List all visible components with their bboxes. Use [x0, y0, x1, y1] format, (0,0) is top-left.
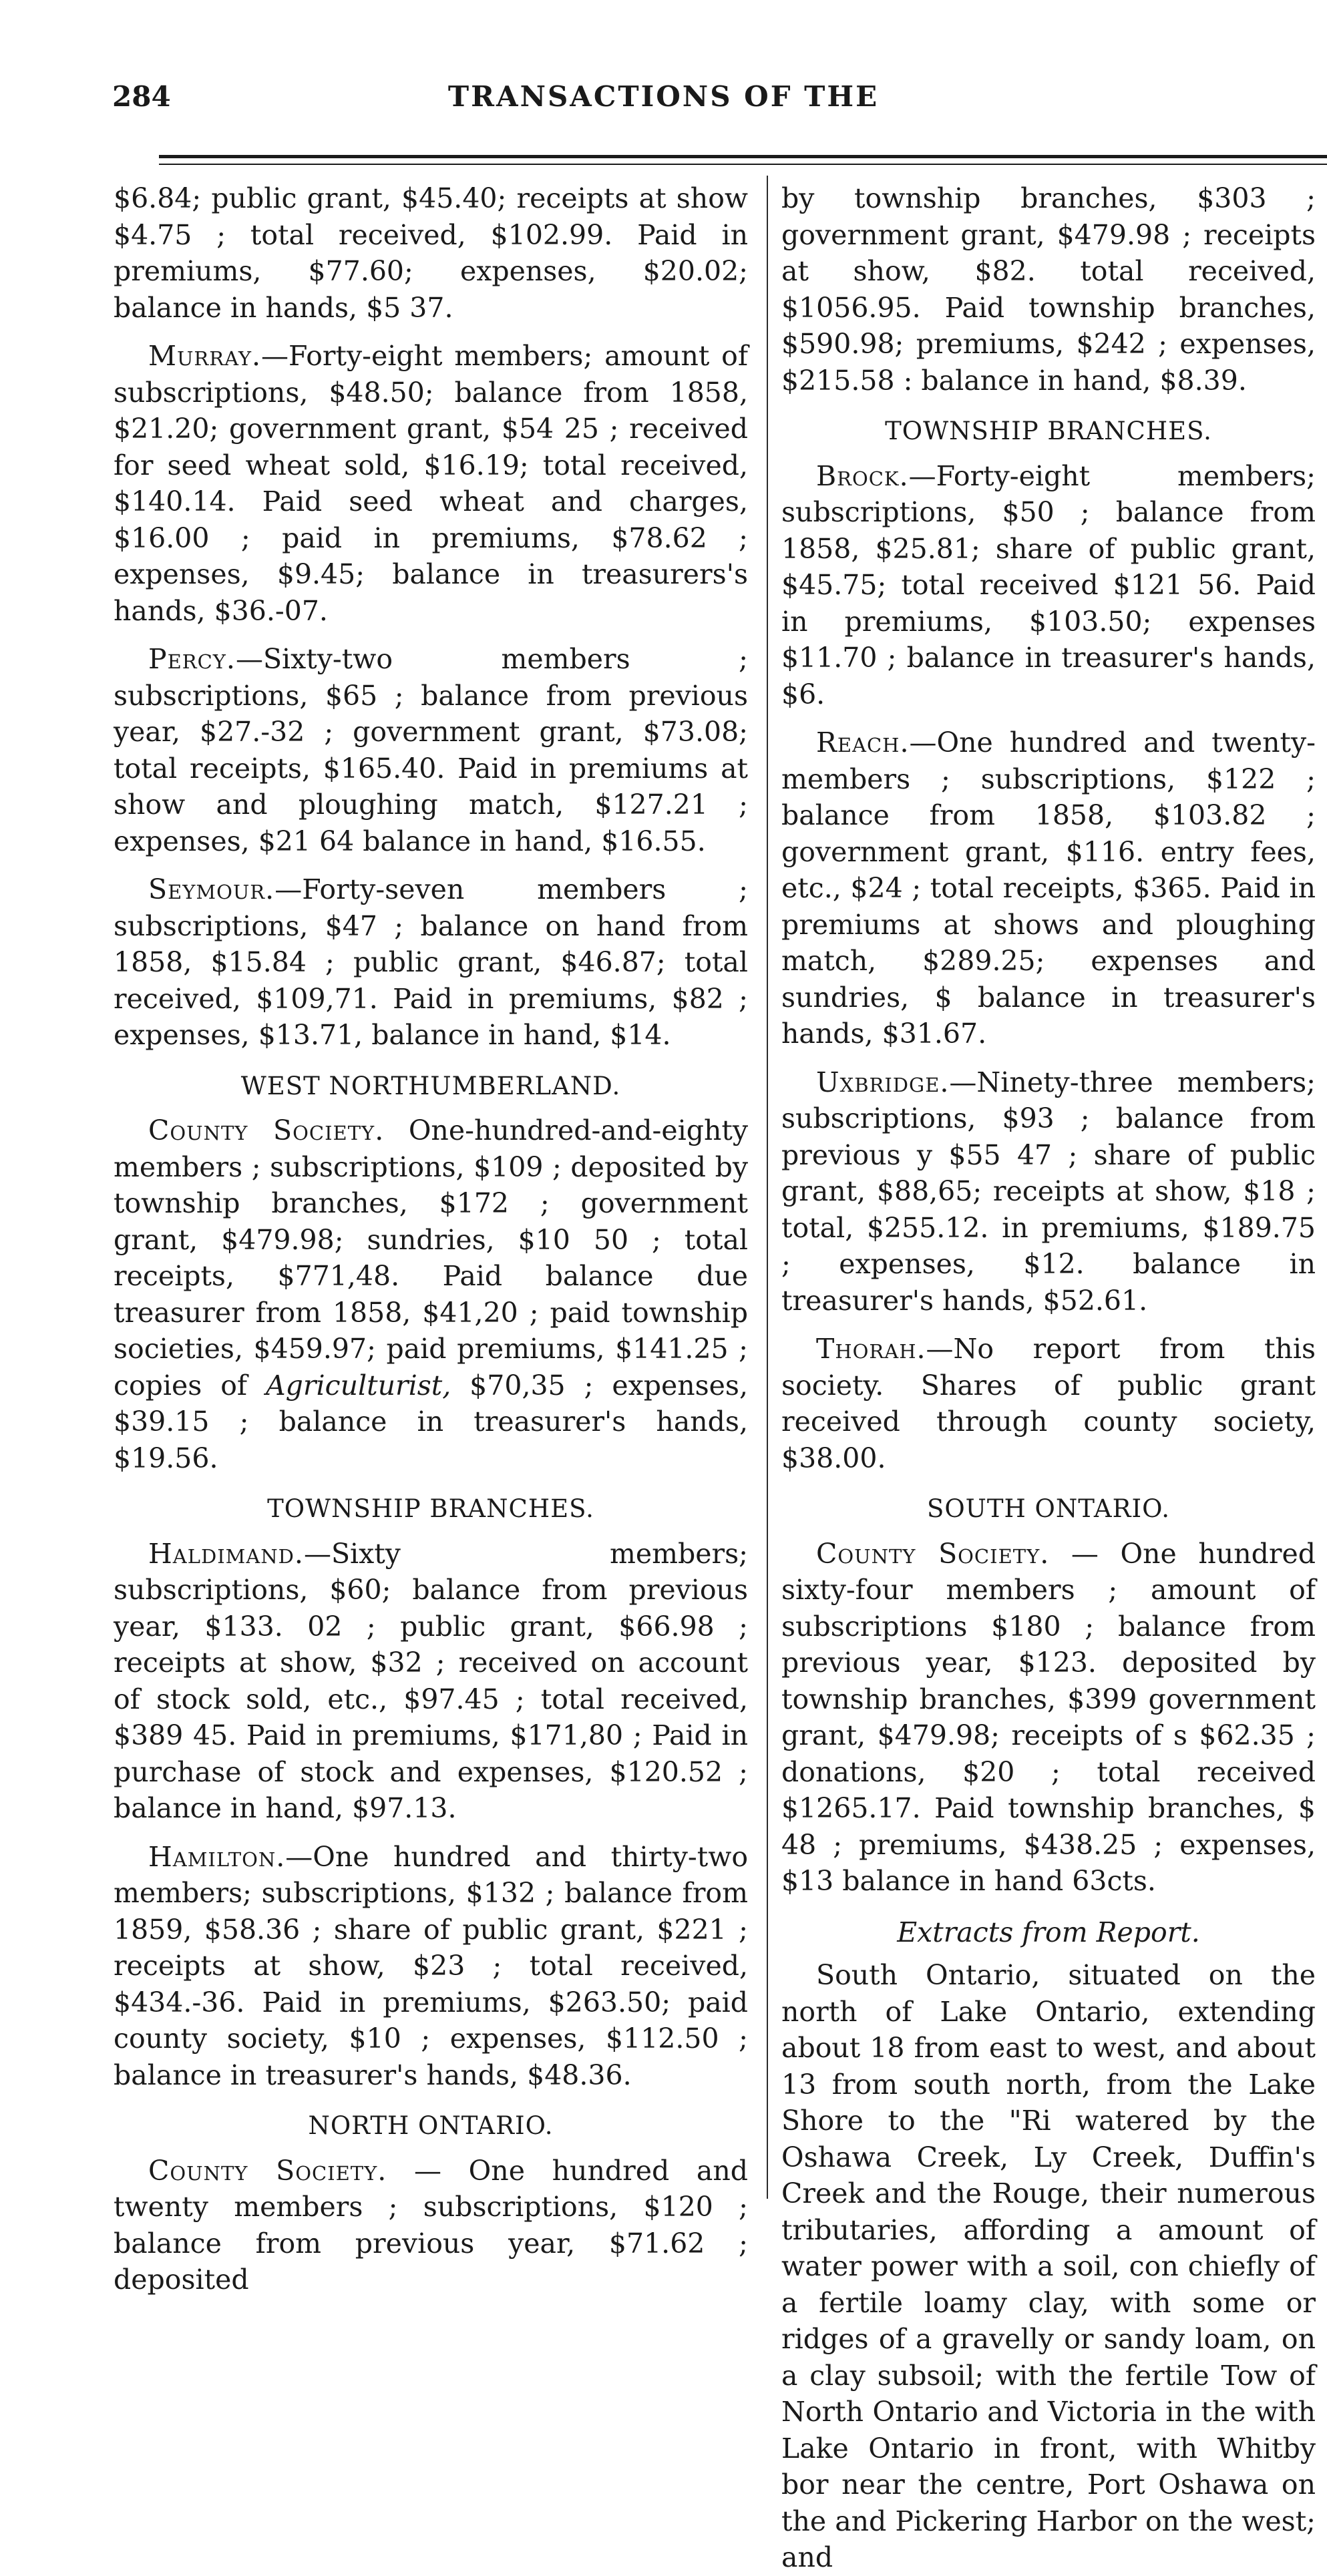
- right-column: [781, 180, 1316, 2576]
- paragraph-text: —Ninety-three members; subscriptions, $93 ; balance from previous y $55 47 ; share of public grant, $88,65; receipts at show, $18 ; total, $255.12. in premiums, $189.75 ; expenses, $12. balance in treasurer's hands, $52.61.: [781, 1066, 1316, 1317]
- society-name: Hamilton.: [148, 1840, 286, 1873]
- paragraph-percy: [114, 641, 748, 859]
- column-divider: [767, 176, 768, 2199]
- paragraph-brock: [781, 458, 1316, 713]
- paragraph-hamilton: [114, 1839, 748, 2094]
- paragraph-text: —Sixty members; subscriptions, $60; balance from previous year, $133. 02 ; public grant, $66.98 ; receipts at show, $32 ; received on account of stock sold, etc., $97.45 ; total received, $389 45. Paid in premiums, $171,80 ; Paid in purchase of stock and expenses, $120.52 ; balance in hand, $97.13.: [114, 1537, 748, 1824]
- paragraph-west-county-society: [114, 1112, 748, 1476]
- paragraph-text: —Forty-eight members; subscriptions, $50 ; balance from 1858, $25.81; share of public grant, $45.75; total received $121 56. Paid in premiums, $103.50; expenses $11.70 ; balance in treasurer's hands, $6.: [781, 459, 1316, 710]
- paragraph-text: —One hundred and twenty- members ; subscriptions, $122 ; balance from 1858, $103.82 ; government grant, $116. entry fees, etc., $24 ; total receipts, $365. Paid in premiums at shows and ploughing match, $289.25; expenses and sundries, $ balance in treasurer's hands, $31.67.: [781, 726, 1316, 1050]
- society-name: Percy.: [148, 643, 236, 675]
- society-name: Haldimand.: [148, 1537, 304, 1570]
- society-name: Murray.: [148, 340, 262, 372]
- society-name: Uxbridge.: [816, 1066, 950, 1098]
- header-rule-thin: [159, 164, 1327, 165]
- section-heading-extracts: Extracts from Report.: [897, 1916, 1200, 1948]
- paragraph-haldimand: [114, 1536, 748, 1827]
- paragraph-seymour: [114, 871, 748, 1054]
- paragraph-text: $70,35 ; expenses, $39.15 ; balance in treasurer's hands, $19.56.: [114, 1369, 749, 1474]
- paragraph-text: —No report from this society. Shares of public grant received through county society, $38.00.: [781, 1333, 1316, 1474]
- paragraph-continued: $6.84; public grant, $45.40; receipts at show $4.75 ; total received, $102.99. Paid in premiums, $77.60; expenses, $20.02; balance in hands, $5 37.: [114, 182, 748, 324]
- society-name: Reach.: [816, 726, 910, 759]
- paragraph-murray: [114, 338, 748, 629]
- left-column: [114, 180, 748, 2298]
- paragraph-continued: by township branches, $303 ; government grant, $479.98 ; receipts at show, $82. total received, $1056.95. Paid township branches, $590.98; premiums, $242 ; expenses, $215.58 : balance in hand, $8.39.: [781, 182, 1316, 397]
- paragraph-north-county-society: [114, 2153, 748, 2298]
- section-heading-township-branches: TOWNSHIP BRANCHES.: [885, 417, 1212, 445]
- section-heading-west-northumberland: WEST NORTHUMBERLAND.: [240, 1071, 621, 1100]
- running-head: TRANSACTIONS OF THE: [447, 80, 880, 113]
- society-name: Thorah.: [816, 1333, 926, 1365]
- paragraph-text: —Sixty-two members ; subscriptions, $65 ; balance from previous year, $27.-32 ; government grant, $73.08; total receipts, $165.40. Paid in premiums at show and ploughing match, $127.21 ; expenses, $21 64 balance in hand, $16.55.: [114, 643, 748, 857]
- society-name: County Society.: [816, 1537, 1050, 1570]
- section-heading-south-ontario: SOUTH ONTARIO.: [926, 1494, 1171, 1523]
- paragraph-text: One-hundred-and-eighty members ; subscriptions, $109 ; deposited by township branches, $172 ; government grant, $479.98; sundries, $10 50 ; total receipts, $771,48. Paid balance due treasurer from 1858, $41,20 ; paid township societies, $459.97; paid premiums, $141.25 ; copies of: [114, 1114, 748, 1402]
- paragraph-thorah: [781, 1331, 1316, 1476]
- society-name: Brock.: [816, 459, 909, 492]
- paragraph-south-county-society: [781, 1536, 1316, 1900]
- section-heading-north-ontario: NORTH ONTARIO.: [308, 2111, 554, 2140]
- paragraph-extract: South Ontario, situated on the north of Lake Ontario, extending about 18 from east to west, and about 13 from south north, from the Lake Shore to the "Ri watered by the Oshawa Creek, Ly Creek, Duffin's Creek and the Rouge, their numerous tributaries, affording a amount of water power with a soil, con chiefly of a fertile loamy clay, with some or ridges of a gravelly or sandy loam, on a clay subsoil; with the fertile Tow of North Ontario and Victoria in the with Lake Ontario in front, with Whitby bor near the centre, Port Oshawa on the and Pickering Harbor on the west; and: [781, 1959, 1316, 2573]
- paragraph-text: — One hundred and twenty members ; subscriptions, $120 ; balance from previous year, $71.62 ; deposited: [114, 2154, 748, 2296]
- paragraph-uxbridge: [781, 1064, 1316, 1319]
- society-name: County Society.: [148, 2154, 387, 2187]
- paragraph-text: — One hundred sixty-four members ; amount of subscriptions $180 ; balance from previous year, $123. deposited by township branches, $399 government grant, $479.98; receipts of s $62.35 ; donations, $20 ; total received $1265.17. Paid township branches, $ 48 ; premiums, $438.25 ; expenses, $13 balance in hand 63cts.: [781, 1537, 1316, 1897]
- paragraph-text: —Forty-seven members ; subscriptions, $47 ; balance on hand from 1858, $15.84 ; public grant, $46.87; total received, $109,71. Paid in premiums, $82 ; expenses, $13.71, balance in hand, $14.: [114, 873, 748, 1051]
- page-number: 284: [112, 80, 171, 113]
- society-name: County Society.: [148, 1114, 385, 1146]
- italic-title: Agriculturist,: [266, 1369, 451, 1402]
- paragraph-text: —Forty-eight members; amount of subscriptions, $48.50; balance from 1858, $21.20; government grant, $54 25 ; received for seed wheat sold, $16.19; total received, $140.14. Paid seed wheat and charges, $16.00 ; paid in premiums, $78.62 ; expenses, $9.45; balance in treasurers's hands, $36.-07.: [114, 340, 748, 627]
- paragraph-text: —One hundred and thirty-two members; subscriptions, $132 ; balance from 1859, $58.36 ; share of public grant, $221 ; receipts at show, $23 ; total received, $434.-36. Paid in premiums, $263.50; paid county society, $10 ; expenses, $112.50 ; balance in treasurer's hands, $48.36.: [114, 1840, 748, 2091]
- paragraph-reach: [781, 724, 1316, 1052]
- header-rule-thick: [159, 155, 1327, 158]
- section-heading-township-branches: TOWNSHIP BRANCHES.: [267, 1494, 594, 1523]
- society-name: Seymour.: [148, 873, 275, 905]
